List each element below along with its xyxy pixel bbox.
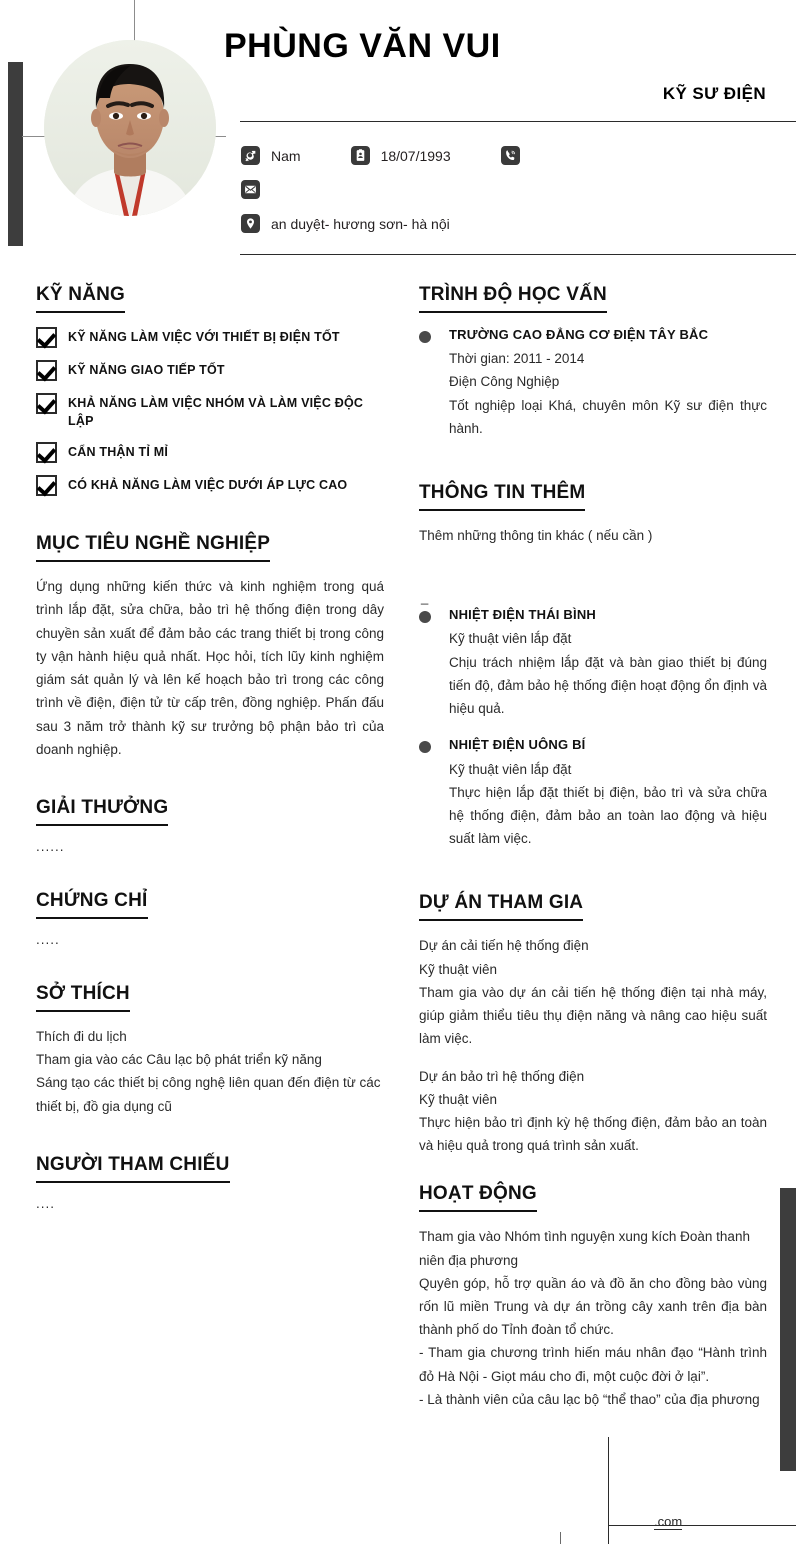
check-icon bbox=[36, 393, 57, 414]
section-activities bbox=[419, 1183, 767, 1411]
certificates-text: ..... bbox=[36, 932, 60, 947]
section-additional-info bbox=[419, 482, 767, 547]
spacer bbox=[419, 446, 767, 482]
activity-line-2: Quyên góp, hỗ trợ quần áo và đồ ăn cho đồng bào vùng rốn lũ miền Trung và dự án trồng cây xanh trên địa bàn thành phố do Tỉnh đoàn tổ chức. bbox=[419, 1275, 767, 1338]
bullet-icon bbox=[419, 331, 431, 343]
project-role: Kỹ thuật viên bbox=[419, 1091, 498, 1107]
spacer bbox=[36, 1118, 384, 1154]
spacer bbox=[419, 547, 767, 591]
project-description: Tham gia vào dự án cải tiến hệ thống điện tại nhà máy, giúp giảm thiểu tiêu thụ điện năng và nâng cao hiệu suất làm việc. bbox=[419, 984, 767, 1047]
education-period: Thời gian: 2011 - 2014 bbox=[449, 351, 585, 367]
contact-row-email bbox=[241, 180, 271, 199]
gender-value: Nam bbox=[271, 147, 301, 164]
skill-item bbox=[36, 392, 384, 430]
spacer bbox=[36, 761, 384, 797]
project-role: Kỹ thuật viên bbox=[419, 961, 498, 977]
project-name: Dự án cải tiến hệ thống điện bbox=[419, 938, 589, 954]
spacer bbox=[36, 947, 384, 983]
portrait-photo-icon bbox=[44, 40, 216, 216]
page-title: PHÙNG VĂN VUI bbox=[224, 27, 501, 65]
experience-role: Kỹ thuật viên lắp đặt bbox=[449, 761, 572, 777]
check-icon bbox=[36, 442, 57, 463]
check-icon bbox=[36, 360, 57, 381]
projects-heading: DỰ ÁN THAM GIA bbox=[419, 892, 583, 921]
section-hobbies bbox=[36, 983, 384, 1118]
skill-item bbox=[36, 326, 384, 348]
objective-heading: MỤC TIÊU NGHỀ NGHIỆP bbox=[36, 533, 270, 562]
project-name: Dự án bảo trì hệ thống điện bbox=[419, 1068, 585, 1084]
skill-item bbox=[36, 474, 384, 496]
hobbies-heading: SỞ THÍCH bbox=[36, 983, 130, 1012]
skill-label: KHẢ NĂNG LÀM VIỆC NHÓM VÀ LÀM VIỆC ĐỘC LẬP bbox=[68, 396, 364, 429]
address-value: an duyệt- hương sơn- hà nội bbox=[271, 215, 450, 232]
section-education bbox=[419, 284, 767, 440]
experience-dash: _ bbox=[421, 590, 429, 606]
education-heading: TRÌNH ĐỘ HỌC VẤN bbox=[419, 284, 607, 313]
watermark-text: .com bbox=[654, 1514, 683, 1529]
left-column bbox=[36, 284, 384, 1211]
section-references bbox=[36, 1154, 384, 1211]
envelope-icon bbox=[241, 180, 260, 199]
spacer bbox=[36, 854, 384, 890]
project-entry bbox=[419, 1065, 767, 1158]
contact-divider bbox=[240, 254, 796, 255]
section-projects bbox=[419, 892, 767, 1157]
bullet-icon bbox=[419, 741, 431, 753]
hobby-line-2: Tham gia vào các Câu lạc bộ phát triển kỹ năng bbox=[36, 1052, 322, 1068]
spacer bbox=[419, 1157, 767, 1183]
watermark-vertical-line bbox=[608, 1437, 609, 1544]
awards-heading: GIẢI THƯỞNG bbox=[36, 797, 168, 826]
experience-description: Thực hiện lắp đặt thiết bị điện, bảo trì và sửa chữa hệ thống điện, đảm bảo an toàn lao động và hiệu suất làm việc. bbox=[449, 784, 767, 847]
hobby-line-1: Thích đi du lịch bbox=[36, 1029, 127, 1044]
education-entry bbox=[419, 326, 767, 440]
phone-icon bbox=[501, 146, 520, 165]
references-heading: NGƯỜI THAM CHIẾU bbox=[36, 1154, 230, 1183]
experience-company: NHIỆT ĐIỆN THÁI BÌNH bbox=[449, 607, 596, 623]
spacer bbox=[419, 856, 767, 892]
activity-line-1: Tham gia vào Nhóm tình nguyện xung kích Đoàn thanh niên địa phương bbox=[419, 1229, 750, 1268]
spacer bbox=[36, 507, 384, 533]
header-divider bbox=[240, 121, 796, 122]
id-card-icon bbox=[351, 146, 370, 165]
experience-role: Kỹ thuật viên lắp đặt bbox=[449, 631, 572, 647]
check-icon bbox=[36, 475, 57, 496]
skill-item bbox=[36, 441, 384, 463]
right-accent-bar bbox=[780, 1188, 796, 1471]
skill-label: CÓ KHẢ NĂNG LÀM VIỆC DƯỚI ÁP LỰC CAO bbox=[68, 478, 348, 493]
job-title: KỸ SƯ ĐIỆN bbox=[662, 84, 766, 103]
project-description: Thực hiện bảo trì định kỳ hệ thống điện, đảm bảo an toàn và hiệu quả trong quá trình sản xuất. bbox=[419, 1114, 767, 1154]
dob-value: 18/07/1993 bbox=[380, 147, 451, 164]
experience-entry bbox=[419, 736, 767, 850]
top-tick-line bbox=[134, 0, 135, 42]
project-entry bbox=[419, 934, 767, 1050]
section-objective bbox=[36, 533, 384, 761]
activity-line-3: - Tham gia chương trình hiến máu nhân đạo “Hành trình đỏ Hà Nội - Giọt máu cho đi, một cuộc đời ở lại”. bbox=[419, 1345, 767, 1384]
section-awards bbox=[36, 797, 384, 854]
education-school: TRƯỜNG CAO ĐẲNG CƠ ĐIỆN TÂY BẮC bbox=[449, 327, 709, 342]
section-skills bbox=[36, 284, 384, 496]
contact-row-primary bbox=[241, 146, 531, 165]
watermark-horizontal-line bbox=[608, 1525, 796, 1526]
education-major: Điện Công Nghiệp bbox=[449, 374, 560, 390]
right-column bbox=[419, 284, 767, 1411]
check-icon bbox=[36, 327, 57, 348]
activities-heading: HOẠT ĐỘNG bbox=[419, 1183, 537, 1212]
education-note: Tốt nghiệp loại Khá, chuyên môn Kỹ sư điện thực hành. bbox=[449, 397, 767, 436]
additional-info-text: Thêm những thông tin khác ( nếu cần ) bbox=[419, 528, 653, 544]
contact-row-address bbox=[241, 214, 450, 233]
bullet-icon bbox=[419, 611, 431, 623]
left-accent-bar bbox=[8, 62, 23, 246]
section-experience bbox=[419, 591, 767, 850]
location-pin-icon bbox=[241, 214, 260, 233]
watermark-tick bbox=[560, 1532, 561, 1544]
experience-entry bbox=[419, 606, 767, 720]
skill-label: CẨN THẬN TỈ MỈ bbox=[68, 445, 169, 460]
skill-label: KỸ NĂNG GIAO TIẾP TỐT bbox=[68, 363, 225, 377]
hobby-line-3: Sáng tạo các thiết bị công nghệ liên quan đến điện từ các thiết bị, đồ gia dụng cũ bbox=[36, 1075, 381, 1114]
experience-company: NHIỆT ĐIỆN UÔNG BÍ bbox=[449, 737, 586, 753]
objective-text: Ứng dụng những kiến thức và kinh nghiệm trong quá trình lắp đặt, sửa chữa, bảo trì hệ thống điện trong dây chuyền sản xuất để đảm bảo các trang thiết bị trong công ty vận hành hiệu quả nhất. Học hỏi, tích lũy kinh nghiệm giám sát quản lý và lên kế hoạch bảo trì trong các công trình về điện, điện tử từ cấp trên, đồng nghiệp. Phấn đấu sau 3 năm trở thành kỹ sư trưởng bộ phận bảo trì của doanh nghiệp. bbox=[36, 579, 384, 757]
skill-item bbox=[36, 359, 384, 381]
gender-icon bbox=[241, 146, 260, 165]
certificates-heading: CHỨNG CHỈ bbox=[36, 890, 148, 919]
additional-info-heading: THÔNG TIN THÊM bbox=[419, 482, 585, 511]
skills-heading: KỸ NĂNG bbox=[36, 284, 125, 313]
skill-label: KỸ NĂNG LÀM VIỆC VỚI THIẾT BỊ ĐIỆN TỐT bbox=[68, 330, 340, 344]
avatar bbox=[44, 40, 216, 216]
section-certificates bbox=[36, 890, 384, 947]
awards-text: ...... bbox=[36, 839, 65, 854]
experience-description: Chịu trách nhiệm lắp đặt và bàn giao thiết bị đúng tiến độ, đảm bảo hệ thống điện hoạt động ổn định và hiệu quả. bbox=[449, 654, 767, 717]
references-text: .... bbox=[36, 1195, 56, 1211]
activity-line-4: - Là thành viên của câu lạc bộ “thể thao” của địa phương bbox=[419, 1391, 760, 1407]
